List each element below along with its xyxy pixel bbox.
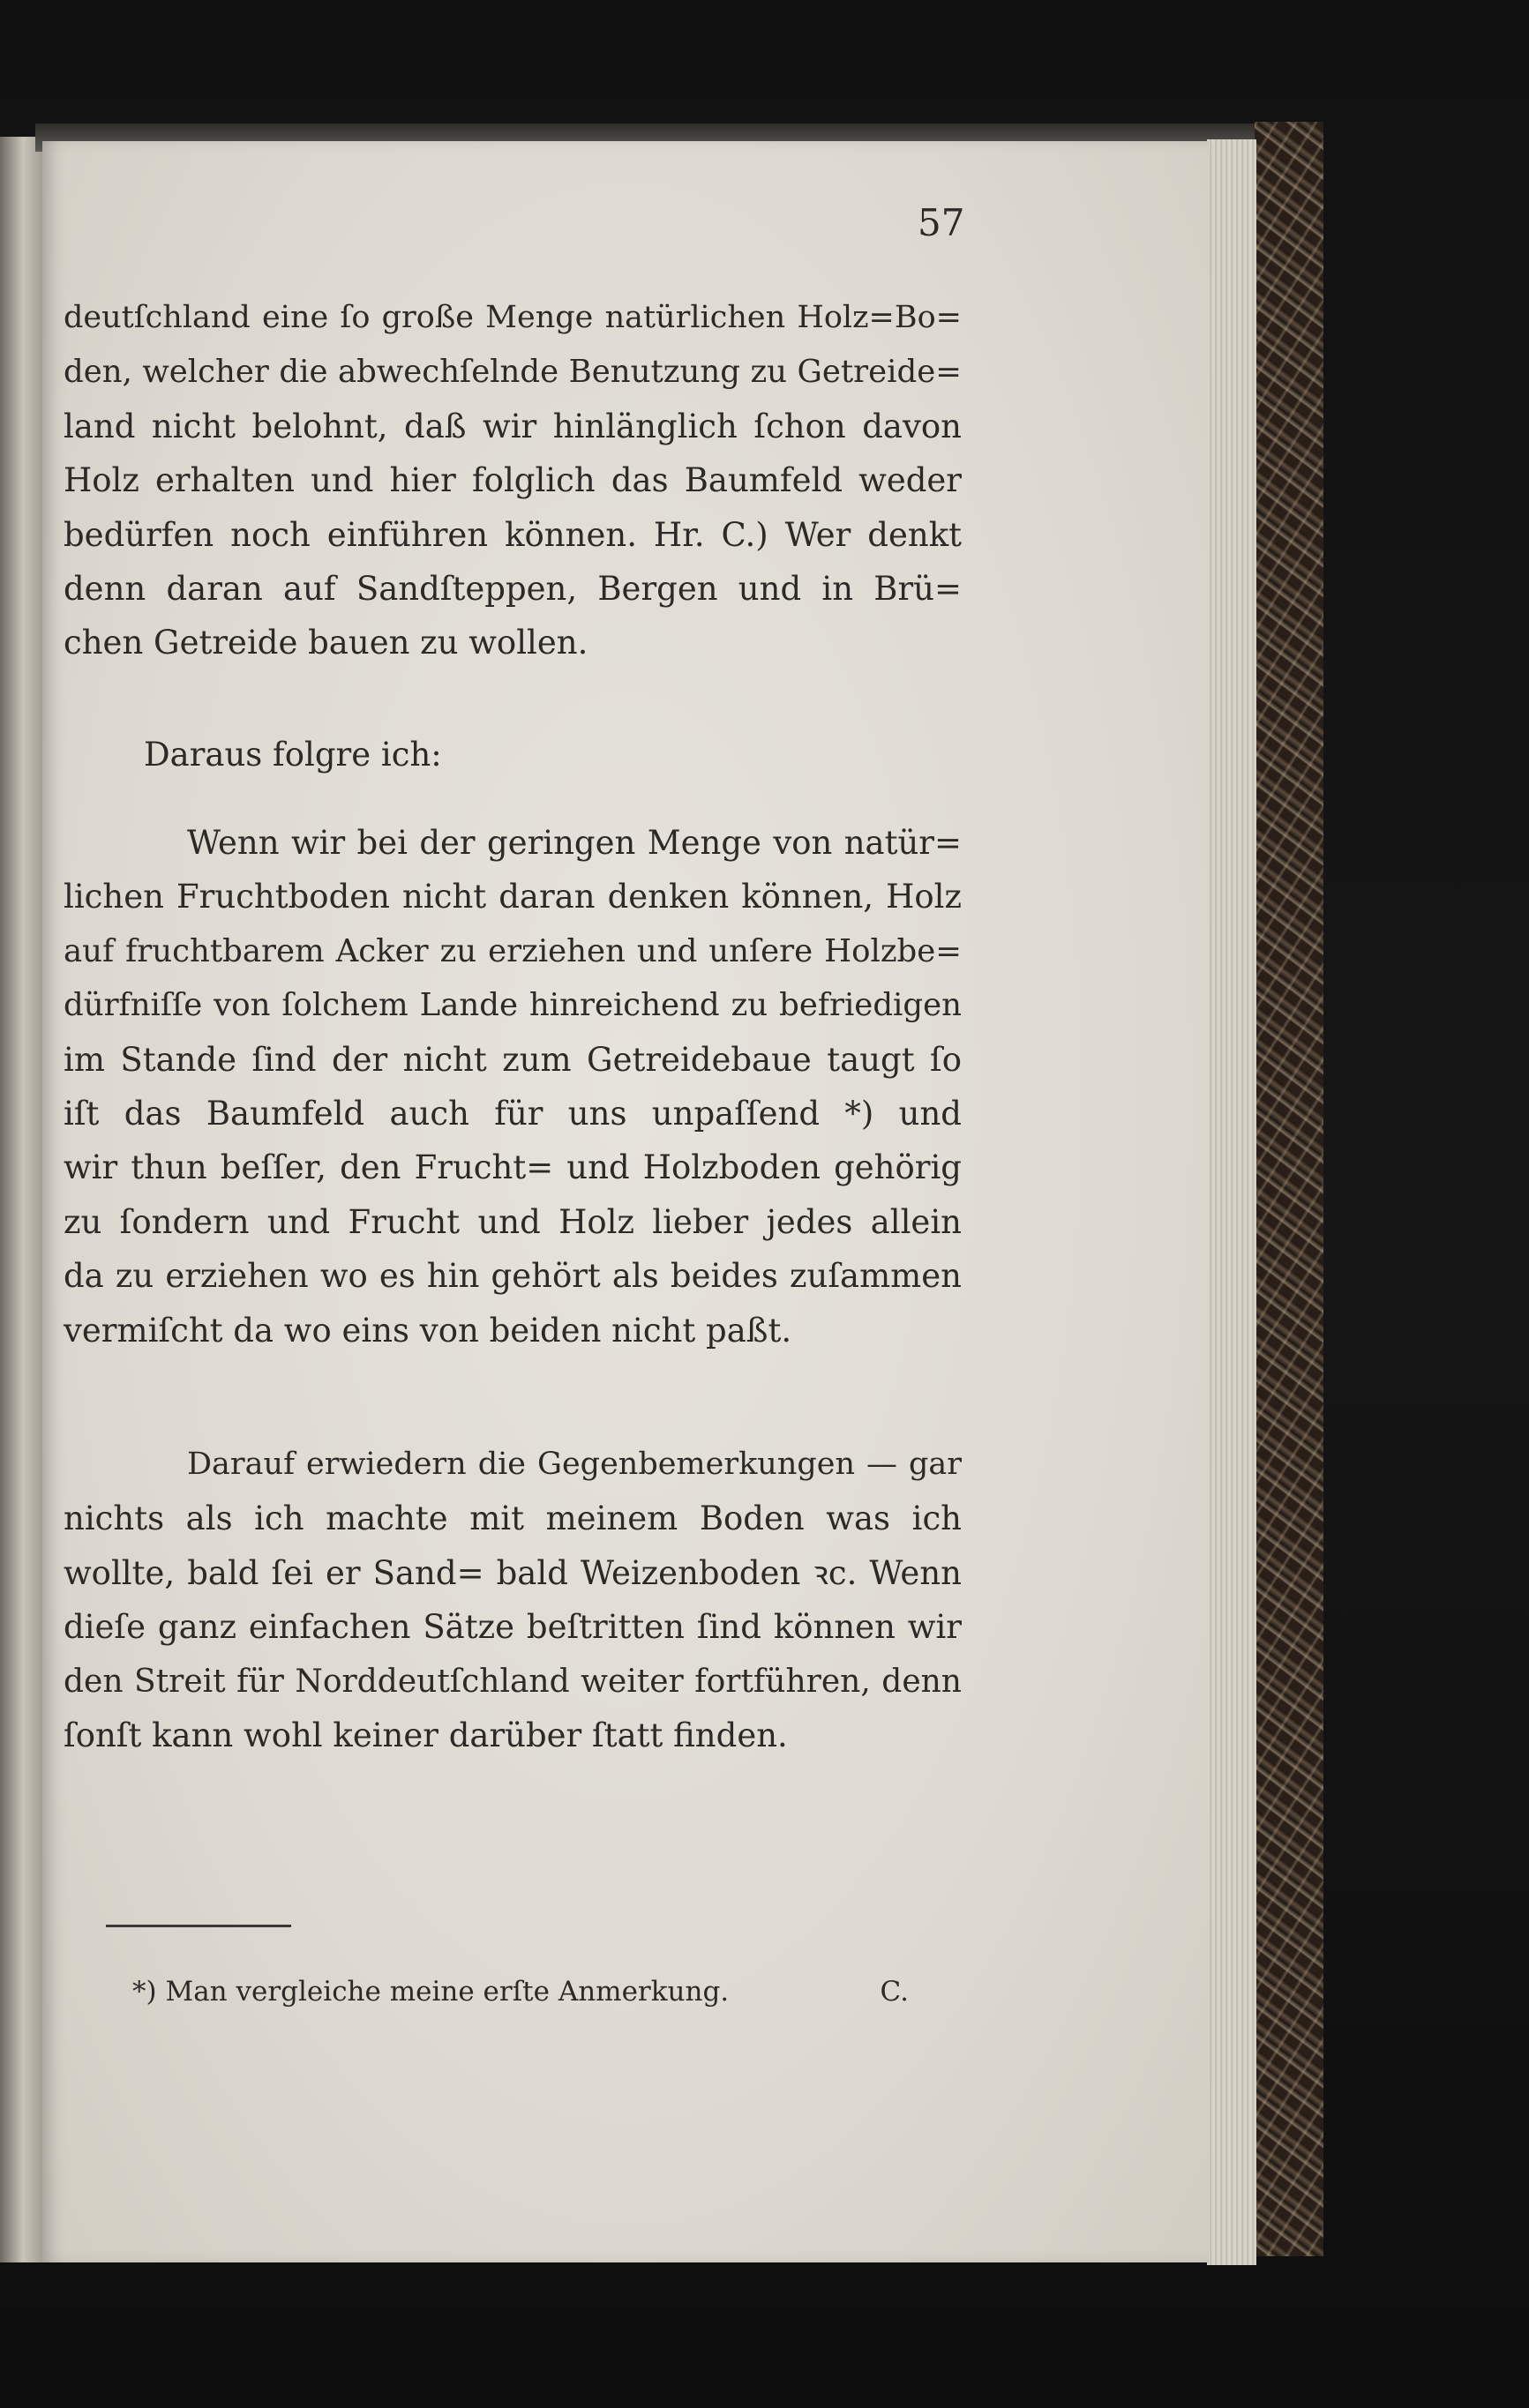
footnote: [132, 1976, 909, 2008]
text-line: bedürfen noch einführen können. Hr. C.) Wer denkt: [64, 515, 962, 554]
text-line: auf fruchtbarem Acker zu erziehen und unſere Holzbe=: [64, 932, 962, 969]
text-line: ſonſt kann wohl keiner darüber ſtatt finden.: [64, 1716, 788, 1754]
text-line: dürfniſſe von ſolchem Lande hinreichend zu befriedigen: [64, 987, 962, 1024]
text-line: den, welcher die abwechſelnde Benutzung zu Getreide=: [64, 354, 962, 391]
text-line: Daraus folgre ich:: [144, 736, 442, 774]
text-line: land nicht belohnt, daß wir hinlänglich ſchon davon: [64, 407, 962, 445]
text-line: wollte, bald ſei er Sand= bald Weizenboden ꝛc. Wenn: [64, 1553, 962, 1592]
footnote-text: *) Man vergleiche meine erſte Anmerkung.: [132, 1976, 730, 2008]
paragraph: [144, 728, 938, 781]
text-line: wir thun beſſer, den Frucht= und Holzboden gehörig: [64, 1148, 962, 1187]
text-line: Holz erhalten und hier folglich das Baumfeld weder: [64, 461, 962, 500]
text-line: zu ſondern und Frucht und Holz lieber jedes allein: [64, 1202, 962, 1241]
paragraph: [64, 291, 962, 670]
page-stack-edge: [1207, 139, 1256, 2265]
text-line: dieſe ganz einfachen Sätze beſtritten ſind können wir: [64, 1608, 962, 1647]
page-number: 57: [918, 201, 965, 244]
text-line: denn daran auf Sandſteppen, Bergen und in Brü=: [64, 569, 962, 608]
text-line: iſt das Baumfeld auch für uns unpaſſend *) und: [64, 1094, 962, 1133]
paragraph: [64, 1438, 962, 1762]
marbled-cover-edge: [1255, 122, 1323, 2256]
text-line: den Streit für Norddeutſchland weiter fortführen, denn: [64, 1663, 962, 1700]
text-line: deutſchland eine ſo große Menge natürlichen Holz=Bo=: [64, 300, 962, 335]
text-line: Wenn wir bei der geringen Menge von natür=: [187, 824, 962, 862]
marbled-pattern: [1255, 122, 1323, 2256]
facing-page-edge: [0, 137, 42, 2262]
text-line: lichen Fruchtboden nicht daran denken können, Holz: [64, 878, 962, 916]
text-line: chen Getreide bauen zu wollen.: [64, 624, 588, 662]
text-line: da zu erziehen wo es hin gehört als beides zuſammen: [64, 1257, 962, 1296]
paragraph: [64, 816, 962, 1357]
text-line: vermiſcht da wo eins von beiden nicht paßt.: [64, 1311, 792, 1350]
footnote-signature: C.: [880, 1976, 909, 2008]
footnote-divider: [106, 1925, 291, 1927]
text-line: im Stande ſind der nicht zum Getreidebaue taugt ſo: [64, 1040, 962, 1079]
text-line: Darauf erwiedern die Gegenbemerkungen — gar: [187, 1447, 962, 1482]
text-line: nichts als ich machte mit meinem Boden was ich: [64, 1499, 962, 1538]
